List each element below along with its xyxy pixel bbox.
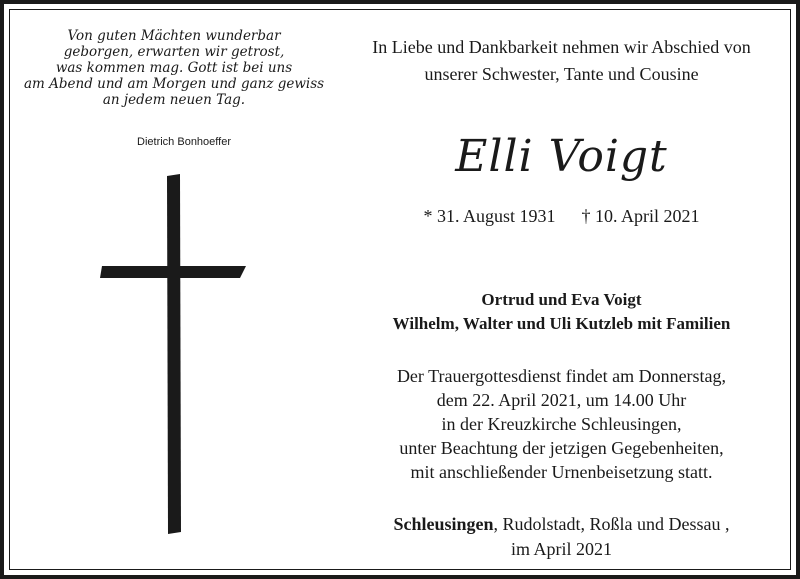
life-dates: [349, 204, 774, 228]
service-line: mit anschließender Urnenbeisetzung statt.: [410, 462, 713, 482]
birth-date: * 31. August 1931: [423, 206, 556, 226]
place-primary: Schleusingen: [393, 514, 494, 534]
deceased-name: Elli Voigt: [455, 131, 668, 182]
poem-line: Von guten Mächten wunderbar: [67, 28, 281, 44]
funeral-service-info: [349, 364, 774, 484]
place-rest: , Rudolstadt, Roßla und Dessau ,: [493, 514, 730, 534]
poem-line: was kommen mag. Gott ist bei uns: [55, 60, 293, 76]
places-line: [349, 512, 774, 537]
death-date: † 10. April 2021: [581, 206, 700, 226]
service-line: Der Trauergottesdienst findet am Donnerstag,: [396, 366, 727, 386]
poem-line: geborgen, erwarten wir getrost,: [63, 44, 285, 60]
poem-author: Dietrich Bonhoeffer: [137, 136, 231, 148]
mourners: [349, 288, 774, 336]
cross-icon: [100, 174, 246, 534]
places-and-date: [349, 512, 774, 562]
mourner-line: Ortrud und Eva Voigt: [481, 290, 642, 309]
poem-line: am Abend und am Morgen und ganz gewiss: [24, 76, 325, 92]
intro-line: In Liebe und Dankbarkeit nehmen wir Abschied von: [372, 37, 751, 57]
service-line: unter Beachtung der jetzigen Gegebenheiten,: [399, 438, 724, 458]
poem-line: an jedem neuen Tag.: [102, 92, 246, 108]
intro-text: [349, 34, 774, 88]
poem-quote: [24, 28, 324, 108]
date-line: im April 2021: [510, 539, 612, 559]
mourner-line: Wilhelm, Walter und Uli Kutzleb mit Familien: [392, 314, 731, 333]
service-line: dem 22. April 2021, um 14.00 Uhr: [436, 390, 687, 410]
intro-line: unserer Schwester, Tante und Cousine: [424, 64, 699, 84]
service-line: in der Kreuzkirche Schleusingen,: [441, 414, 682, 434]
